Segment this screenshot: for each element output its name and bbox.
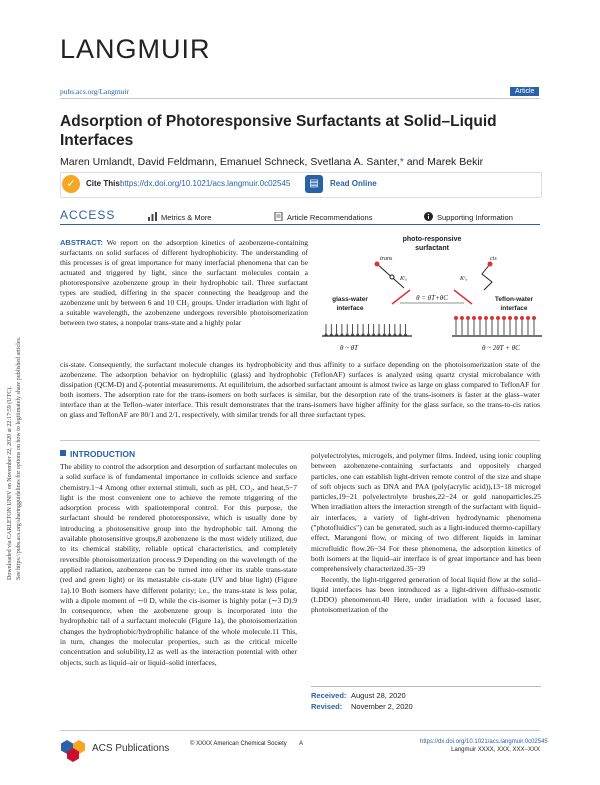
teflon-surfactant-head <box>490 316 494 320</box>
intro-heading <box>60 449 135 459</box>
intro-right-column <box>311 451 541 616</box>
journal-url[interactable]: pubs.acs.org/Langmuir <box>60 87 130 96</box>
intro-paragraph-2: polyelectrolytes, microgels, and polymer films. Indeed, using ionic coupling between azobenzene-containing surfactants and oppositely charged particles, one can establish light-driven remote control of the size and shape of soft objects such as DNA and PAA (poly(acrylic acid)),13−18 microgel particles,19−21 polyelectrolyte brushes,22−24 or gold nanoparticles.25 When irradiation alters the interaction strength of the surfactant with liquid–air interfaces, a variety of light-driven hydrodynamic phenomena ("photofluidics") can be generated, such as a light-induced thermo-capillary effect, Marangoni flow, or mixing of two different liquids in laminar microfluidic flow.26−34 For these phenomena, the adsorption kinetics of both isomers at the liquid–air interface is of great importance and has been comprehensively characterized.35−39 <box>311 451 541 574</box>
received-label: Received: <box>311 691 347 700</box>
revised-label: Revised: <box>311 702 343 711</box>
publisher-name: ACS Publications <box>92 743 170 754</box>
teflon-surfactant-head <box>484 316 488 320</box>
read-online-icon[interactable]: ▤ <box>305 175 323 193</box>
download-notice-line2: See https://pubs.acs.org/sharingguidelines for options on how to legitimately share published articles. <box>16 336 22 580</box>
info-icon <box>424 212 433 221</box>
cite-label: Cite This: <box>86 179 123 188</box>
toc-arrow-left <box>392 290 410 304</box>
received-row <box>311 690 413 701</box>
toc-graphic <box>322 232 542 356</box>
article-dates <box>311 690 413 712</box>
teflon-surfactant-head <box>472 316 476 320</box>
teflon-surfactant-head <box>520 316 524 320</box>
revised-row <box>311 701 413 712</box>
read-online-link[interactable]: Read Online <box>330 179 377 188</box>
toc-photo-label1: photo-responsive <box>402 236 462 243</box>
toc-cis-molecule <box>482 262 493 291</box>
article-title: Adsorption of Photoresponsive Surfactants at Solid–Liquid Interfaces <box>60 113 497 149</box>
footer-doi-link[interactable]: https://dx.doi.org/10.1021/acs.langmuir.0c02545 <box>420 739 548 745</box>
dates-divider <box>311 686 541 687</box>
toc-theta-glass: θ ~ θT <box>340 344 359 352</box>
teflon-surfactant-head <box>508 316 512 320</box>
teflon-surfactant-head <box>514 316 518 320</box>
author-last: and Marek Bekir <box>403 156 484 168</box>
teflon-surfactant-head <box>496 316 500 320</box>
teflon-surfactant-head <box>526 316 530 320</box>
abstract-part2: cis-state. Consequently, the surfactant molecule changes its hydrophobicity and thus affinity to a surface depending on the photoisomerization state of the azobenzene. The adsorption behavior on hydrophilic (glass) and hydrophobic (TeflonAF) surfaces is analyzed using quartz crystal microbalance with dissipation (QCM-D) and ζ-potential measurements. At equilibrium, the adsorbed surfactant amount is almost twice as large on glass compared to TeflonAF for both isomers. The adsorption rate for the trans-isomers on both surfaces is similar, but the desorption rate of the trans-isomers is faster at the glass–water interface than at the Teflon–water interface. This result demonstrates that the trans-isomers have higher affinity for the glass surface, so the trans-to-cis ratios on glass and TeflonAF are 80/1 and 2/1, respectively, with similar trends for all three surfactant types. <box>60 360 540 419</box>
teflon-surfactant-head <box>466 316 470 320</box>
cite-doi-link[interactable]: https://dx.doi.org/10.1021/acs.langmuir.0c02545 <box>120 179 291 188</box>
article-type-badge: Article <box>510 87 539 96</box>
section-divider <box>60 440 540 441</box>
toc-kt-label: Kᵗₐ <box>400 276 407 282</box>
toc-teflon-label1: Teflon-water <box>494 296 534 303</box>
teflon-surfactant-head <box>478 316 482 320</box>
journal-title: LANGMUIR <box>60 34 211 64</box>
access-divider <box>60 224 540 225</box>
toc-trans-label: trans <box>380 256 393 262</box>
supporting-tab[interactable] <box>424 212 513 222</box>
download-notice <box>2 235 28 585</box>
access-label: ACCESS <box>60 208 116 222</box>
metrics-label: Metrics & More <box>161 213 212 222</box>
revised-date: November 2, 2020 <box>351 702 413 711</box>
footer-citation <box>420 738 548 754</box>
footer-divider <box>60 730 540 731</box>
toc-glass-label2: interface <box>336 305 364 312</box>
teflon-surfactant-head <box>460 316 464 320</box>
teflon-surfactant-head <box>532 316 536 320</box>
intro-heading-text: INTRODUCTION <box>70 449 136 459</box>
toc-trans-molecule <box>375 262 405 289</box>
footer-journal-citation: Langmuir XXXX, XXX, XXX−XXX <box>451 747 540 753</box>
recommendations-label: Article Recommendations <box>287 213 373 222</box>
teflon-surfactant-head <box>454 316 458 320</box>
toc-theta-teflon: θ ~ 2θT + θC <box>482 344 520 352</box>
toc-photo-label2: surfactant <box>415 245 449 252</box>
toc-glass-surfactant-layer <box>325 324 408 337</box>
received-date: August 28, 2020 <box>351 691 406 700</box>
author-names: Maren Umlandt, David Feldmann, Emanuel Schneck, Svetlana A. Santer, <box>60 156 400 168</box>
author-list <box>60 155 540 169</box>
toc-theta-eq: θ = θT+θC <box>416 294 448 302</box>
recommendations-tab[interactable] <box>274 212 372 222</box>
toc-arrow-right <box>454 290 472 304</box>
toc-teflon-label2: interface <box>500 305 528 312</box>
download-notice-line1: Downloaded via CARLETON UNIV on November 22, 2020 at 22:17:59 (UTC). <box>7 386 13 580</box>
toc-teflon-surfactant-layer <box>454 316 536 335</box>
abstract-part1 <box>60 238 308 328</box>
intro-paragraph-3: Recently, the light-triggered generation of local liquid flow at the solid–liquid interfaces has been introduced as a light-driven diffusio-osmotic (LDDO) phenomenon.40 Here, under irradiation with a focused laser, photoisomerization of the <box>311 574 541 615</box>
copyright: © XXXX American Chemical Society <box>190 741 287 747</box>
teflon-surfactant-head <box>502 316 506 320</box>
bar-chart-icon <box>148 212 157 221</box>
corresponding-star[interactable]: * <box>399 156 404 168</box>
toc-glass-label1: glass-water <box>332 296 368 303</box>
header-divider <box>60 98 540 99</box>
intro-left-column <box>60 462 297 668</box>
toc-kc-label: Kᶜₐ <box>460 276 468 282</box>
abstract-text-1: We report on the adsorption kinetics of azobenzene-containing surfactants on solid surfaces of different hydrophobicity. The understanding of this processes is of great importance for many interfacial phenomena that can be actuated and triggered by light, since the surfactant molecules contain a photoresponsive azobenzene group in their hydrophobic tail. Three surfactant types are studied, differing in the spacer connecting the headgroup and the azobenzene unit by between 6 and 10 CH₂ groups. Under irradiation with light of a suitable wavelength, the azobenzene undergoes reversible photoisomerization between two states, a nonpolar trans-state and a highly polar <box>60 238 308 327</box>
page-number: A <box>299 741 304 747</box>
section-square-icon <box>60 450 66 456</box>
toc-cis-label: cis <box>490 256 497 262</box>
intro-paragraph-1: The ability to control the adsorption and desorption of surfactant molecules on a solid surface is of fundamental importance in colloids science and surface chemistry.1−4 Among other external stimuli, such as pH, CO₂, and heat,5−7 light is the most convenient one to achieve the remote triggering of the adsorption process with spatiotemporal control. For this purpose, the surfactant should be rendered photoresponsive, which is usually done by introducing a photosensitive group into the hydrophobic tail. Among the available photosensitive groups,8 azobenzene is the most widely utilized, due to its chemical stability, reliable optical characteristics, and completely reversible photoisomerization process.9 Depending on the wavelength of the applied radiation, azobenzene can be turned into either its stable trans-state (red and green light) or its metastable cis-state (UV and blue light) (Figure 1a).10 Both isomers have different polarity; i.e., the trans-state is less polar, with a dipole moment of ∼0 D, while the cis-isomer is highly polar (∼3 D).9 In consequence, when the azobenzene group is incorporated into the hydrophobic tail of a surfactant molecule (Figure 1a), the photoisomerization changes the hydrophobic/hydrophilic balance of the whole molecule.11 This, in turn, changes the molecular properties, such as the critical micelle concentration and solubility,12 as well as the interaction potential with other objects, such as liquid–air or liquid–solid interfaces, <box>60 462 297 667</box>
metrics-tab[interactable] <box>148 212 211 222</box>
supporting-label: Supporting Information <box>437 213 513 222</box>
document-icon <box>274 212 283 221</box>
abstract-label: ABSTRACT: <box>60 238 103 247</box>
cite-icon[interactable]: ✓ <box>62 175 80 193</box>
acs-logo-icon <box>60 738 88 762</box>
